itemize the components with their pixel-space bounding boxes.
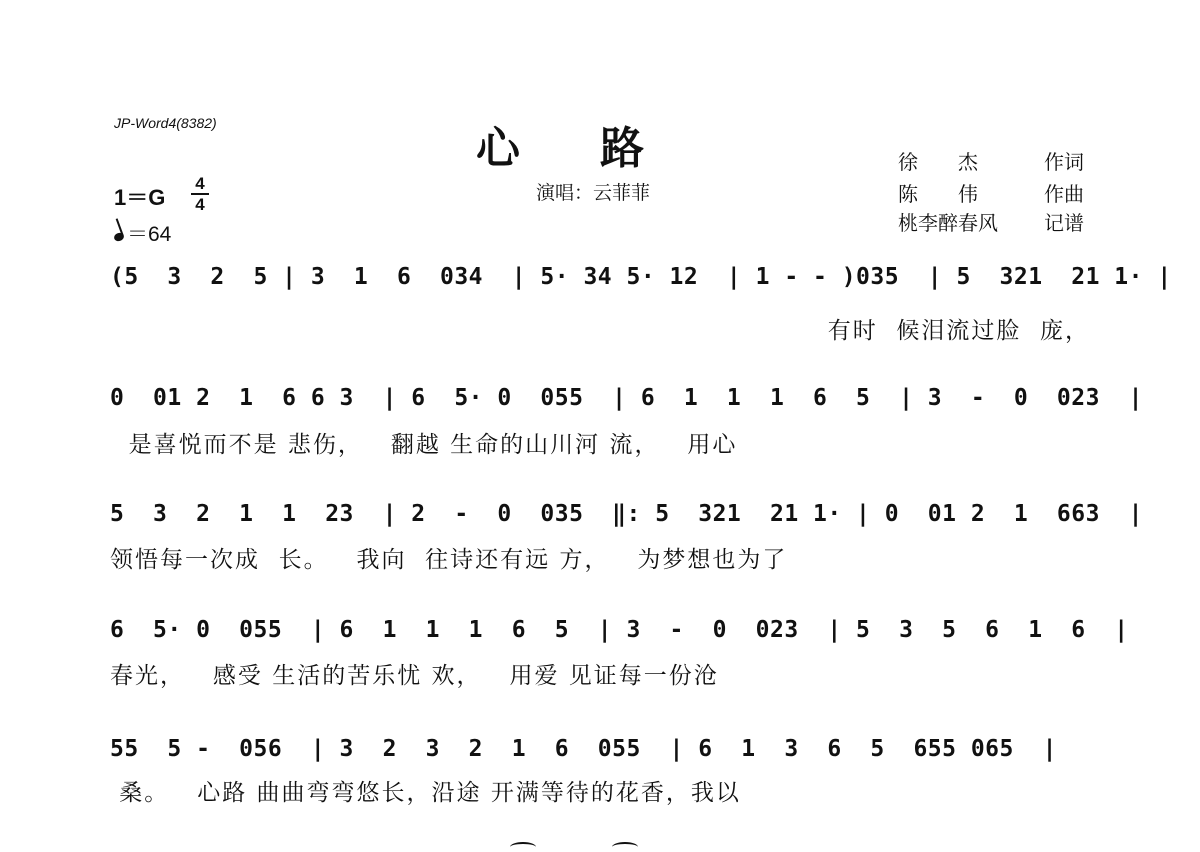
- score-row-4-lyrics: 春光， 感受 生活的苦乐忧 欢， 用爱 见证每一份沧: [110, 663, 719, 689]
- composer-role: 作曲: [1044, 182, 1084, 206]
- score-row-1-lyrics: 有时 候泪流过脸 庞，: [827, 318, 1090, 344]
- score-row-3-notes: 5 3 2 1 1 23 | 2 - 0 035 ‖: 5 321 21 1· | 0 01 2 1 663 |: [110, 501, 1143, 527]
- time-signature-top: 4: [195, 174, 205, 193]
- time-signature-bottom: 4: [195, 195, 205, 214]
- singer-credit: 演唱：云菲菲: [536, 182, 651, 204]
- transcriber-role: 记谱: [1044, 211, 1084, 235]
- score-row-5-lyrics: 桑。 心路 曲曲弯弯悠长，沿途 开满等待的花香，我以: [110, 780, 741, 806]
- score-row-4-notes: 6 5· 0 055 | 6 1 1 1 6 5 | 3 - 0 023 | 5 3 5 6 1 6 |: [110, 617, 1129, 643]
- lyricist-name: 徐 杰: [898, 150, 978, 174]
- tempo-marking: [114, 218, 171, 248]
- transcriber-credit: [898, 207, 1084, 236]
- lyricist-role: 作词: [1044, 150, 1084, 174]
- song-title: 心路: [476, 123, 724, 174]
- score-row-5-notes: 55 5 - 056 | 3 2 3 2 1 6 055 | 6 1 3 6 5 655 065 |: [110, 736, 1057, 762]
- time-signature: [191, 175, 209, 213]
- slur-mark: [612, 842, 638, 852]
- score-row-2-lyrics: 是喜悦而不是 悲伤， 翻越 生命的山川河 流， 用心: [110, 432, 738, 458]
- score-row-2-notes: 0 01 2 1 6 6 3 | 6 5· 0 055 | 6 1 1 1 6 5 | 3 - 0 023 |: [110, 385, 1143, 411]
- quarter-note-icon: [113, 232, 125, 243]
- transcriber-name: 桃李醉春风: [898, 211, 998, 235]
- tempo-value: ＝64: [127, 223, 172, 246]
- slur-mark: [510, 842, 536, 852]
- software-label: JP-Word4(8382): [114, 115, 217, 131]
- composer-name: 陈 伟: [898, 182, 978, 206]
- score-row-1-notes: (5 3 2 5 | 3 1 6 034 | 5· 34 5· 12 | 1 - - )035 | 5 321 21 1· |: [110, 264, 1172, 290]
- composer-credit: [898, 178, 1084, 207]
- key-signature: 1＝G: [114, 185, 166, 210]
- score-row-3-lyrics: 领悟每一次成 长。 我向 往诗还有远 方， 为梦想也为了: [110, 547, 788, 573]
- lyricist-credit: [898, 146, 1084, 175]
